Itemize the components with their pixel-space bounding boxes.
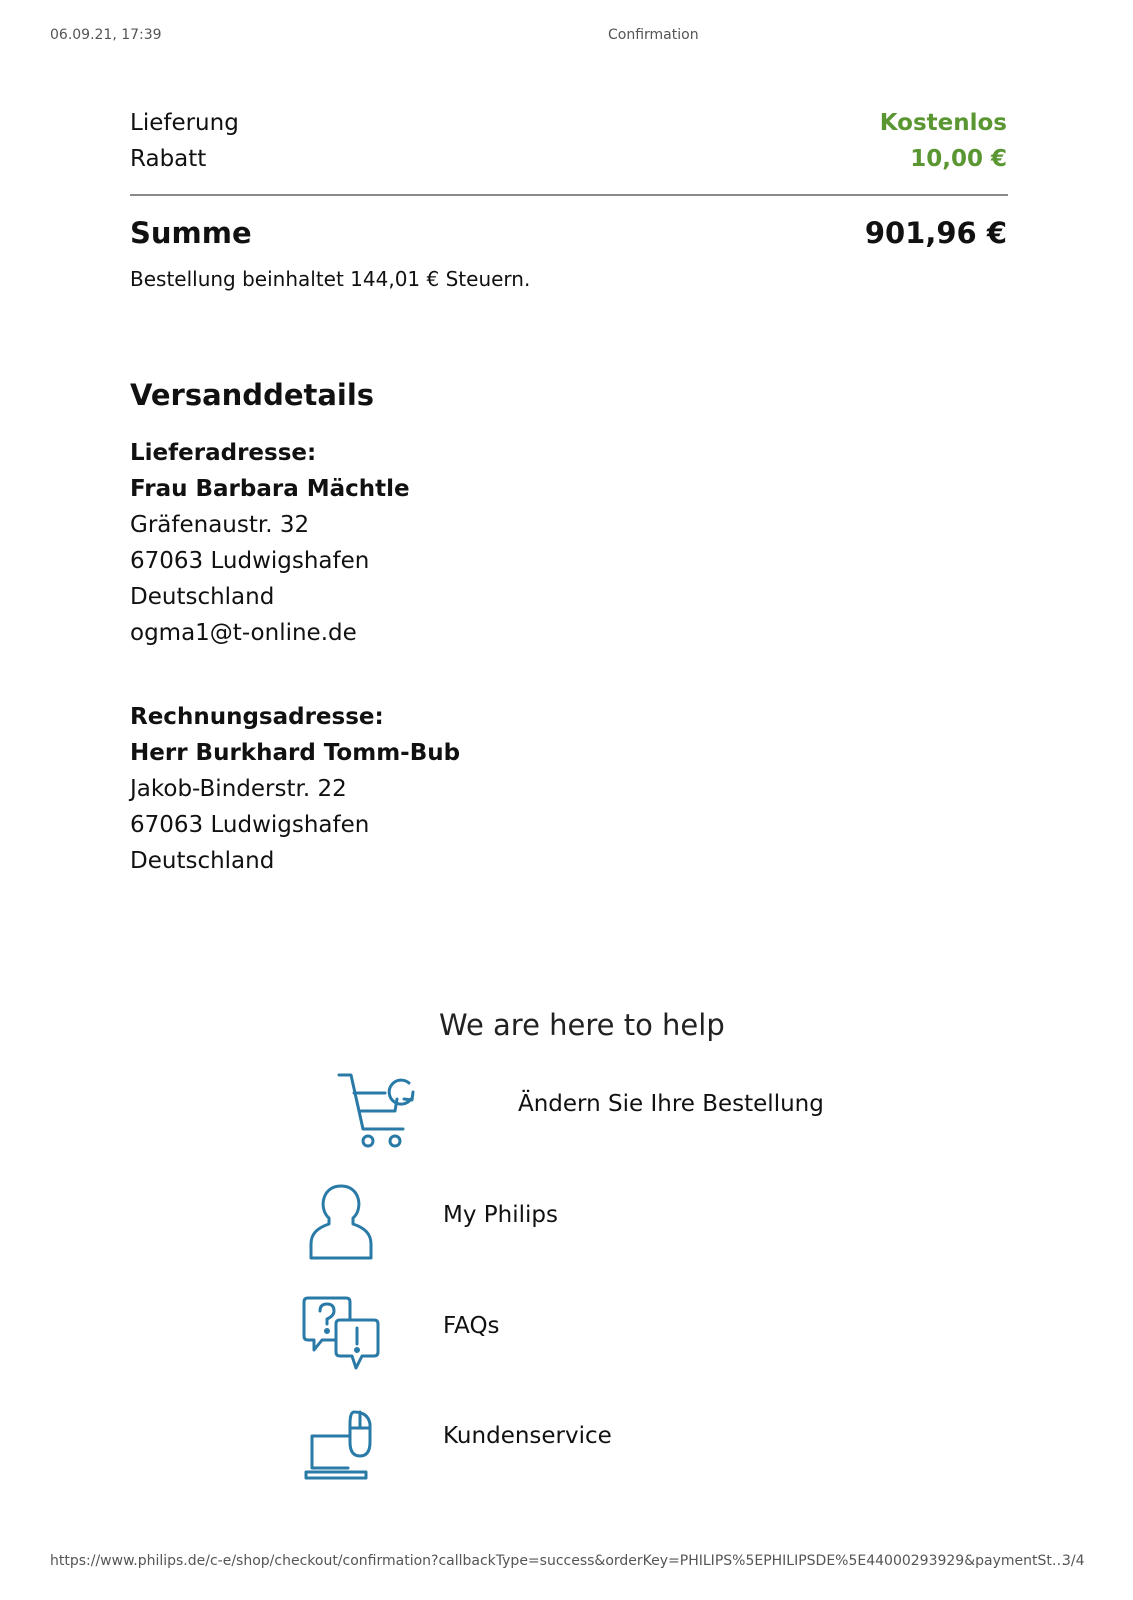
cart-refresh-icon bbox=[337, 1071, 421, 1151]
billing-street: Jakob-Binderstr. 22 bbox=[130, 776, 347, 802]
discount-value: 10,00 € bbox=[910, 146, 1007, 172]
print-page-number: 3/4 bbox=[1062, 1553, 1085, 1569]
print-datetime: 06.09.21, 17:39 bbox=[50, 27, 162, 43]
billing-city: 67063 Ludwigshafen bbox=[130, 812, 370, 838]
user-icon bbox=[307, 1182, 375, 1262]
delivery-city: 67063 Ludwigshafen bbox=[130, 548, 370, 574]
help-title: We are here to help bbox=[439, 1008, 725, 1042]
delivery-value: Kostenlos bbox=[879, 110, 1007, 136]
tax-note: Bestellung beinhaltet 144,01 € Steuern. bbox=[130, 267, 531, 291]
summary-divider bbox=[130, 194, 1008, 196]
delivery-label: Lieferung bbox=[130, 110, 239, 136]
help-label-change-order[interactable]: Ändern Sie Ihre Bestellung bbox=[518, 1091, 824, 1117]
delivery-street: Gräfenaustr. 32 bbox=[130, 512, 310, 538]
total-value: 901,96 € bbox=[864, 216, 1007, 250]
help-label-customer-service[interactable]: Kundenservice bbox=[443, 1423, 612, 1449]
print-url[interactable]: https://www.philips.de/c-e/shop/checkout/confirmation?callbackType=success&orderKey=PHILIPS%5EPHILIPSDE%5E44000293929&paymentSt… bbox=[50, 1553, 1066, 1569]
delivery-name: Frau Barbara Mächtle bbox=[130, 476, 410, 502]
laptop-mouse-icon bbox=[304, 1408, 384, 1482]
help-label-faqs[interactable]: FAQs bbox=[443, 1313, 500, 1339]
billing-country: Deutschland bbox=[130, 848, 275, 874]
delivery-country: Deutschland bbox=[130, 584, 275, 610]
section-title: Versanddetails bbox=[130, 378, 375, 412]
delivery-address-heading: Lieferadresse: bbox=[130, 440, 317, 466]
total-label: Summe bbox=[130, 216, 252, 250]
faq-bubbles-icon bbox=[302, 1294, 382, 1374]
discount-label: Rabatt bbox=[130, 146, 207, 172]
delivery-email: ogma1@t-online.de bbox=[130, 620, 357, 646]
billing-name: Herr Burkhard Tomm-Bub bbox=[130, 740, 461, 766]
help-label-my-philips[interactable]: My Philips bbox=[443, 1202, 558, 1228]
print-title: Confirmation bbox=[608, 27, 699, 43]
billing-address-heading: Rechnungsadresse: bbox=[130, 704, 384, 730]
